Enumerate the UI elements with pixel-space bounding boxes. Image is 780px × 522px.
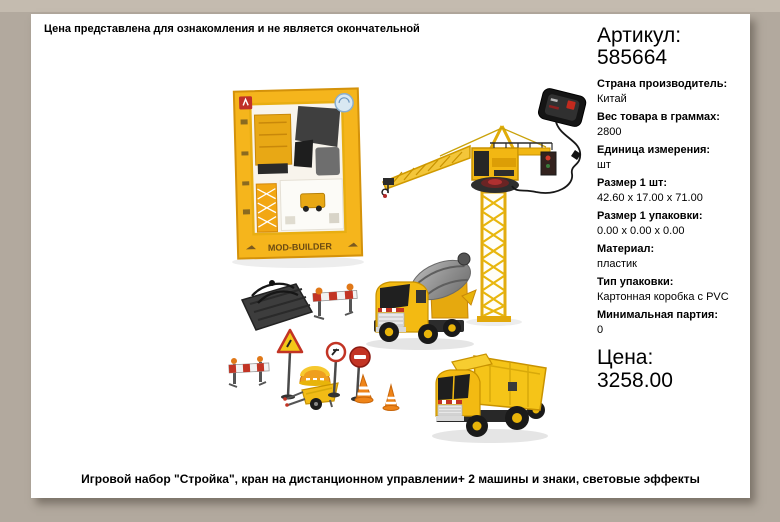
- field-weight: Вес товара в граммах: 2800: [597, 111, 720, 138]
- field-unit: Единица измерения: шт: [597, 144, 711, 171]
- rubber-mat: [242, 280, 312, 330]
- packaging-box: [234, 88, 362, 258]
- field-package-type: Тип упаковки: Картонная коробка с PVC: [597, 276, 729, 303]
- product-card: [31, 14, 750, 498]
- box-brand-text: MOD-BUILDER: [267, 241, 333, 253]
- article-block: [597, 25, 779, 69]
- field-package-size: Размер 1 упаковки: 0.00 x 0.00 x 0.00: [597, 210, 703, 237]
- remote-control: [537, 87, 587, 128]
- field-min-batch: Минимальная партия: 0: [597, 309, 718, 336]
- price-value: 3258.00: [597, 369, 673, 392]
- toy-set-illustration: [180, 75, 600, 475]
- price-block: [597, 346, 779, 392]
- product-details-panel: [597, 25, 779, 392]
- product-fields: [597, 77, 779, 337]
- boxed-truck-toy: [301, 193, 325, 208]
- boxed-black-part: [293, 140, 314, 169]
- safety-dome: [299, 368, 331, 386]
- mixer-windshield: [380, 284, 410, 310]
- traffic-cone-2: [383, 385, 399, 411]
- product-caption: Игровой набор "Стройка", кран на дистанционном управлении+ 2 машины и знаки, световые эффекты: [81, 472, 700, 486]
- dump-truck: [432, 354, 548, 443]
- box-round-badge: [335, 94, 353, 112]
- warning-triangle-sign: [278, 330, 302, 400]
- product-photo: [180, 75, 600, 475]
- field-item-size: Размер 1 шт: 42.60 x 17.00 x 71.00: [597, 177, 703, 204]
- road-barrier-mid: [313, 284, 357, 320]
- crane-jib: [383, 146, 470, 189]
- article-value: 585664: [597, 46, 668, 69]
- crane-hook-trolley: [383, 178, 394, 185]
- road-barrier-bottom: [229, 356, 269, 387]
- mixer-truck: [366, 253, 476, 350]
- crane-signal-box: [541, 152, 556, 175]
- price-label: Цена:: [597, 346, 654, 369]
- boxed-track-part: [315, 147, 340, 176]
- field-material: Материал: пластик: [597, 243, 655, 270]
- disclaimer-text: Цена представлена для ознакомления и не является окончательной: [44, 23, 420, 35]
- article-label: Артикул:: [597, 24, 682, 47]
- field-country: Страна производитель: Китай: [597, 78, 728, 105]
- frame-top-bevel: [0, 0, 780, 12]
